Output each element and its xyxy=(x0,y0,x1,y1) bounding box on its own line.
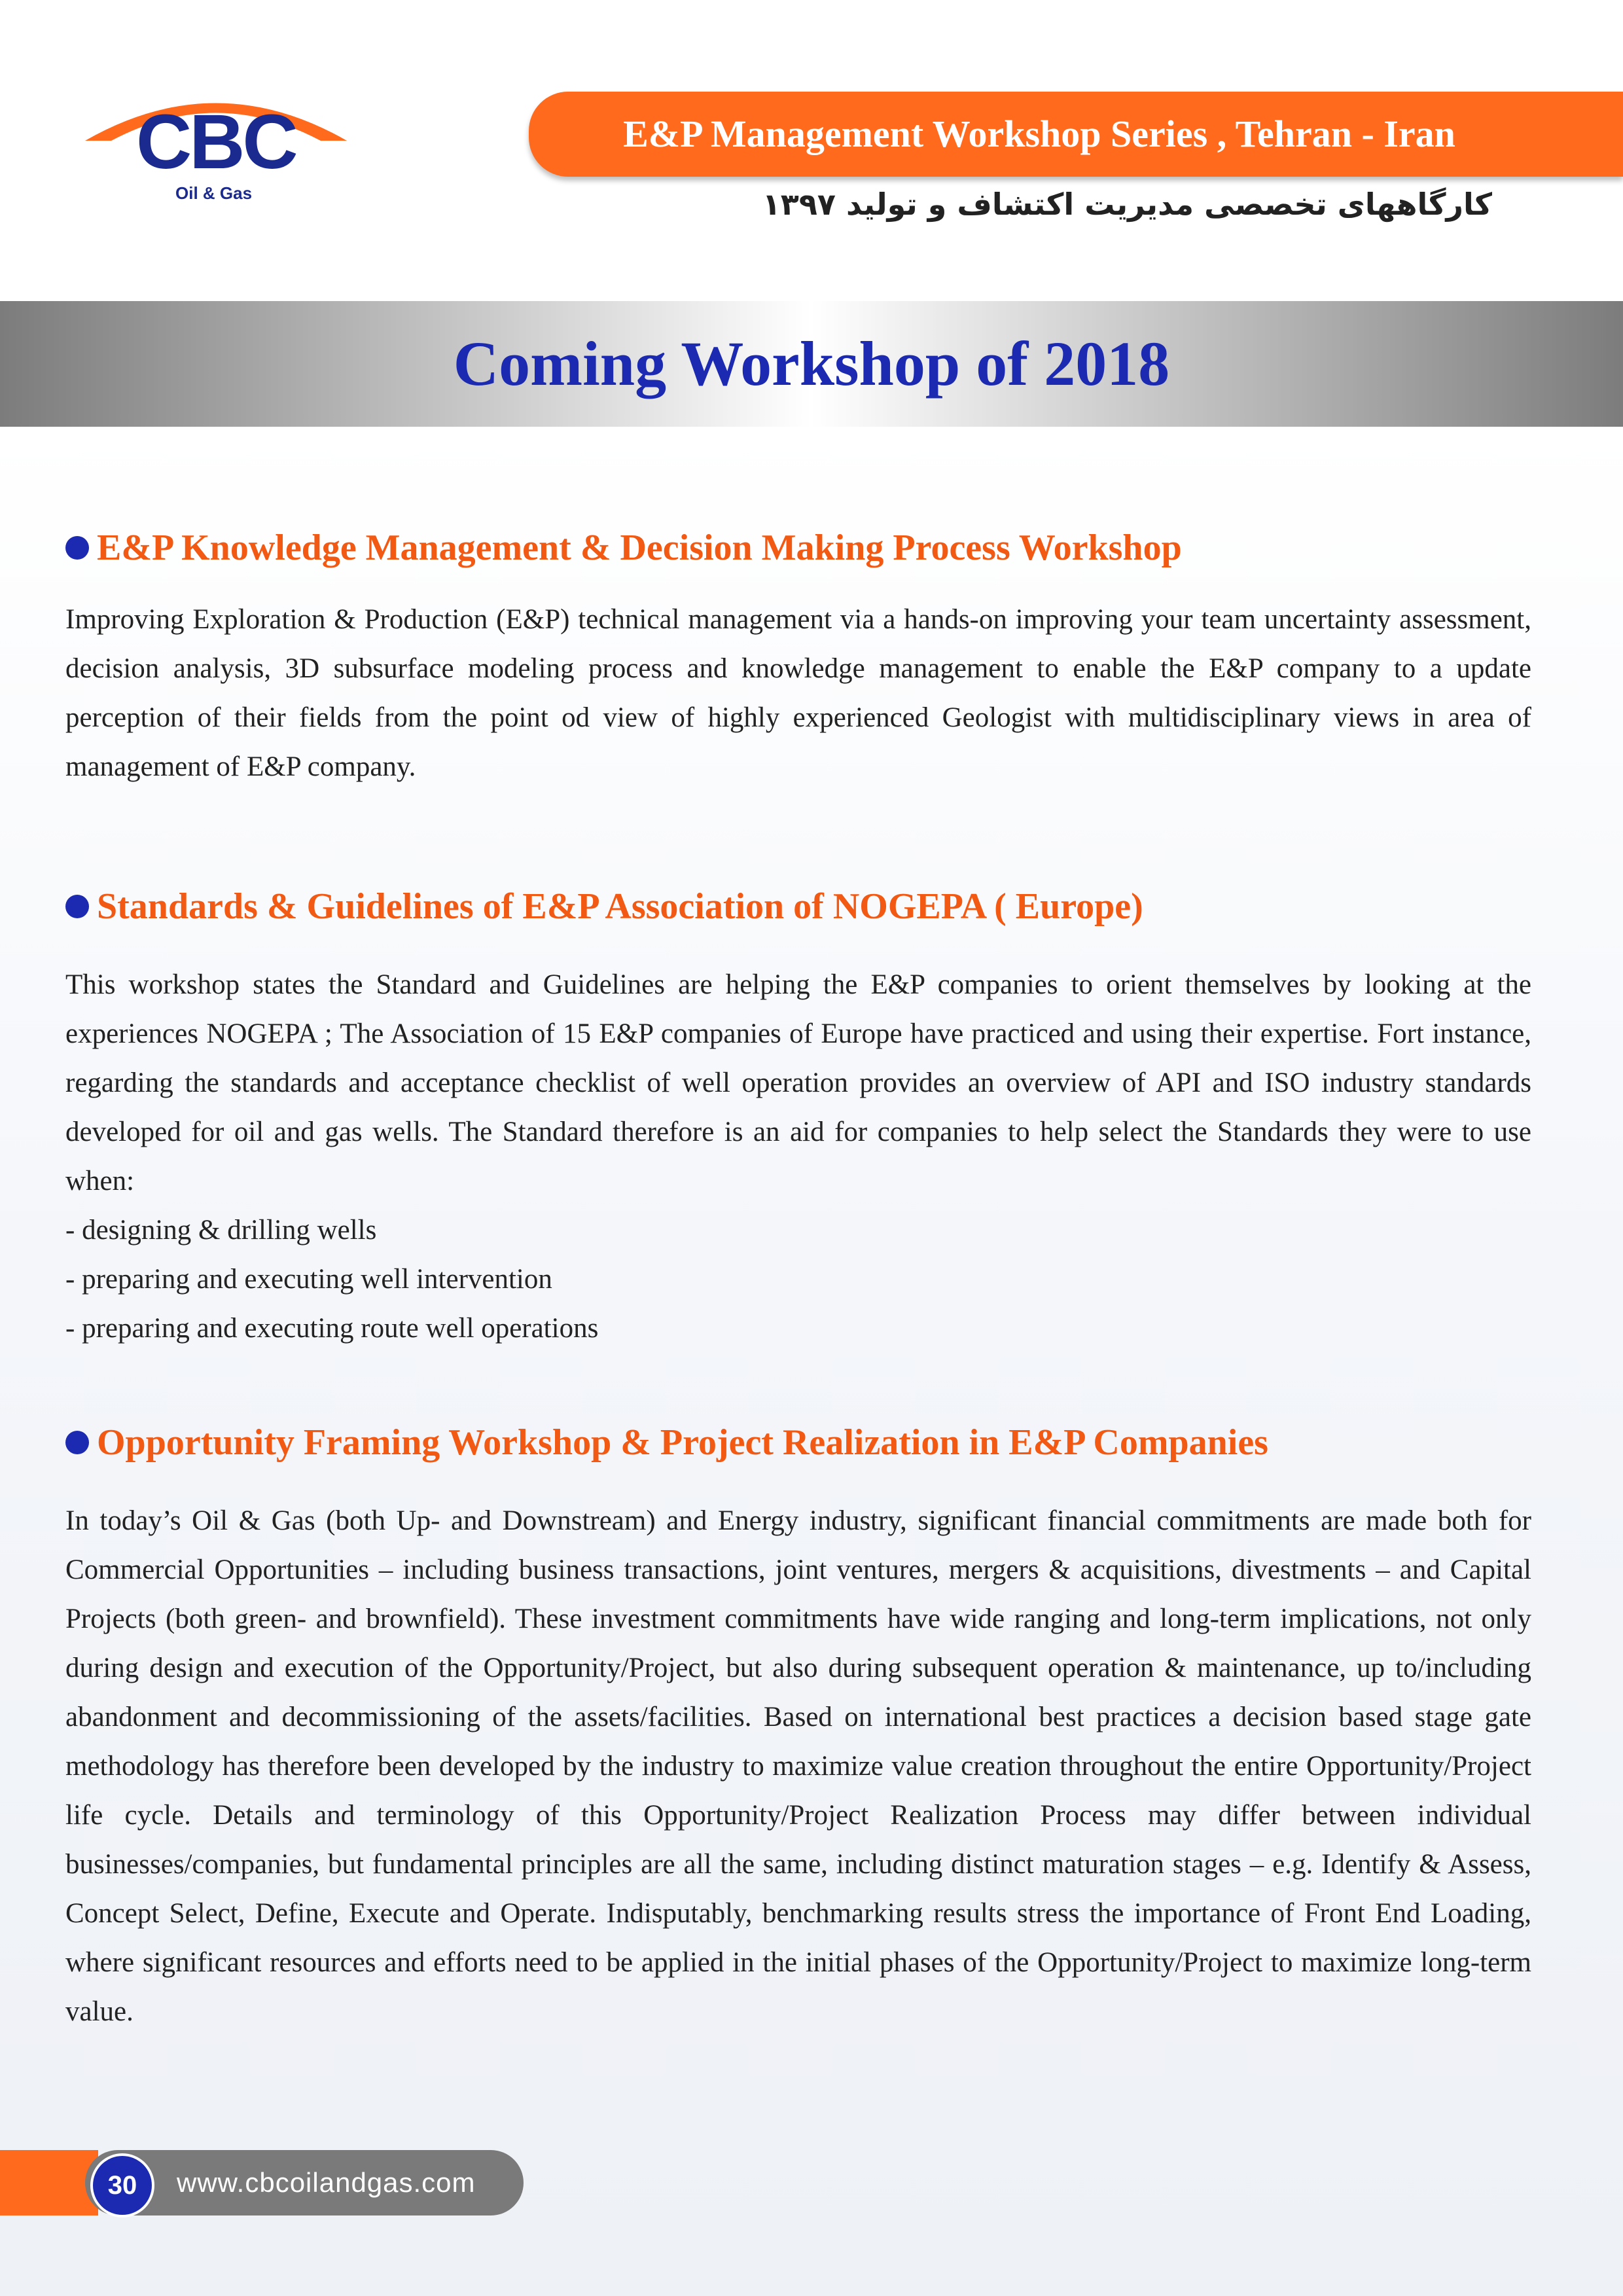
section-opportunity-framing xyxy=(65,1422,1531,2036)
bullet-icon xyxy=(65,895,89,918)
list-item: - preparing and executing well intervention xyxy=(65,1264,552,1295)
section-heading-text: E&P Knowledge Management & Decision Making Process Workshop xyxy=(97,528,1182,568)
section-heading xyxy=(65,1422,1531,1463)
page-number: 30 xyxy=(90,2153,154,2217)
bullet-icon xyxy=(65,536,89,560)
section-knowledge-management xyxy=(65,527,1531,791)
list-item: - designing & drilling wells xyxy=(65,1215,377,1246)
footer-website-link[interactable]: www.cbcoilandgas.com xyxy=(177,2167,476,2198)
footer-accent-bar xyxy=(0,2150,98,2215)
logo-subtitle: Oil & Gas xyxy=(175,183,253,203)
section-body: Improving Exploration & Production (E&P) technical management via a hands-on improving your team uncertainty assessment, decision analysis, 3D subsurface modeling process and knowledge management to enable the E&P company to a update perception of their fields from the point od view of highly experienced Geologist with multidisciplinary views in area of management of E&P company. xyxy=(65,604,1531,782)
title-band xyxy=(0,301,1623,427)
section-body: This workshop states the Standard and Guidelines are helping the E&P companies to orient themselves by looking at the experiences NOGEPA ; The Association of 15 E&P companies of Europe have practiced and using their expertise. Fort instance, regarding the standards and acceptance checklist of well operation provides an overview of API and ISO industry standards developed for oil and gas wells. The Standard therefore is an aid for companies to help select the Standards they were to use when: xyxy=(65,969,1531,1196)
persian-subtitle: کارگاههای تخصصی مدیریت اکتشاف و تولید ۱۳۹۷ xyxy=(762,187,1492,222)
list-item: - preparing and executing route well operations xyxy=(65,1313,599,1344)
bullet-icon xyxy=(65,1431,89,1454)
cbc-logo xyxy=(79,79,353,209)
series-banner xyxy=(529,92,1623,177)
section-body: In today’s Oil & Gas (both Up- and Downstream) and Energy industry, significant financial commitments are made both for Commercial Opportunities – including business transactions, joint ventures, mergers & acquisitions, divestments – and Capital Projects (both green- and brownfield). These investment commitments have wide ranging and long-term implications, not only during design and execution of the Opportunity/Project, but also during subsequent operation & maintenance, up to/including abandonment and decommissioning of the assets/facilities. Based on international best practices a decision based stage gate methodology has therefore been developed by the industry to maximize value creation throughout the entire Opportunity/Project life cycle. Details and terminology of this Opportunity/Project Realization Process may differ between individual businesses/companies, but fundamental principles are all the same, including distinct maturation stages – e.g. Identify & Assess, Concept Select, Define, Execute and Operate. Indisputably, benchmarking results stress the importance of Front End Loading, where significant resources and efforts need to be applied in the initial phases of the Opportunity/Project to maximize long-term value. xyxy=(65,1505,1531,2027)
section-heading-text: Opportunity Framing Workshop & Project Realization in E&P Companies xyxy=(97,1422,1268,1463)
section-heading xyxy=(65,527,1531,569)
page-title: Coming Workshop of 2018 xyxy=(453,329,1170,399)
section-heading-text: Standards & Guidelines of E&P Association of NOGEPA ( Europe) xyxy=(97,886,1143,927)
series-title: E&P Management Workshop Series , Tehran - Iran xyxy=(623,113,1455,155)
section-nogepa-standards xyxy=(65,886,1531,1353)
section-heading xyxy=(65,886,1531,927)
logo-text: CBC xyxy=(136,99,296,185)
